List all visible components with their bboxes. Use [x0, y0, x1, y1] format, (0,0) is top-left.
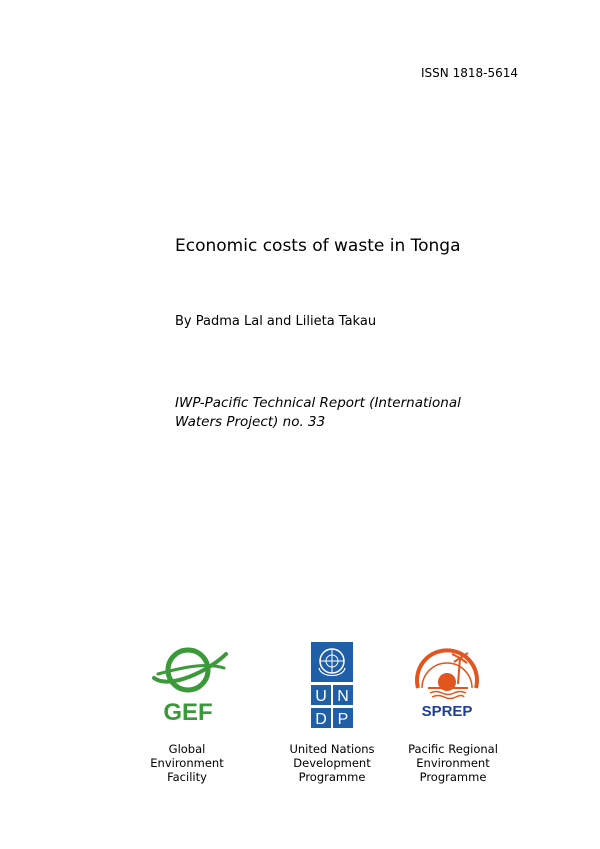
sprep-caption-line: Environment [416, 756, 490, 770]
undp-letter-n: N [337, 688, 349, 705]
authors: By Padma Lal and Lilieta Takau [175, 314, 377, 329]
sprep-logo-icon [410, 640, 484, 720]
undp-letter-u: U [315, 688, 327, 705]
gef-caption [127, 742, 247, 784]
report-series-line-2: Waters Project) no. 33 [175, 414, 326, 430]
gef-logo-icon [150, 640, 230, 726]
sprep-caption [393, 742, 513, 784]
undp-logo-icon [311, 642, 353, 728]
gef-wordmark: GEF [163, 699, 213, 726]
undp-caption [272, 742, 392, 784]
sprep-caption-line: Pacific Regional [408, 742, 498, 756]
undp-letter-d: D [315, 711, 327, 728]
undp-caption-line: Programme [298, 770, 366, 784]
undp-caption-line: Development [293, 756, 371, 770]
sprep-caption-line: Programme [419, 770, 487, 784]
gef-caption-line: Global [168, 742, 206, 756]
gef-caption-line: Facility [167, 770, 207, 784]
undp-caption-line: United Nations [289, 742, 375, 756]
report-series-line-1: IWP-Pacific Technical Report (International [175, 395, 461, 411]
gef-caption-line: Environment [150, 756, 224, 770]
document-title: Economic costs of waste in Tonga [175, 236, 461, 256]
undp-letter-p: P [337, 711, 349, 728]
issn-number: ISSN 1818-5614 [421, 66, 518, 80]
sprep-wordmark: SPREP [421, 703, 473, 720]
report-series [175, 394, 461, 432]
